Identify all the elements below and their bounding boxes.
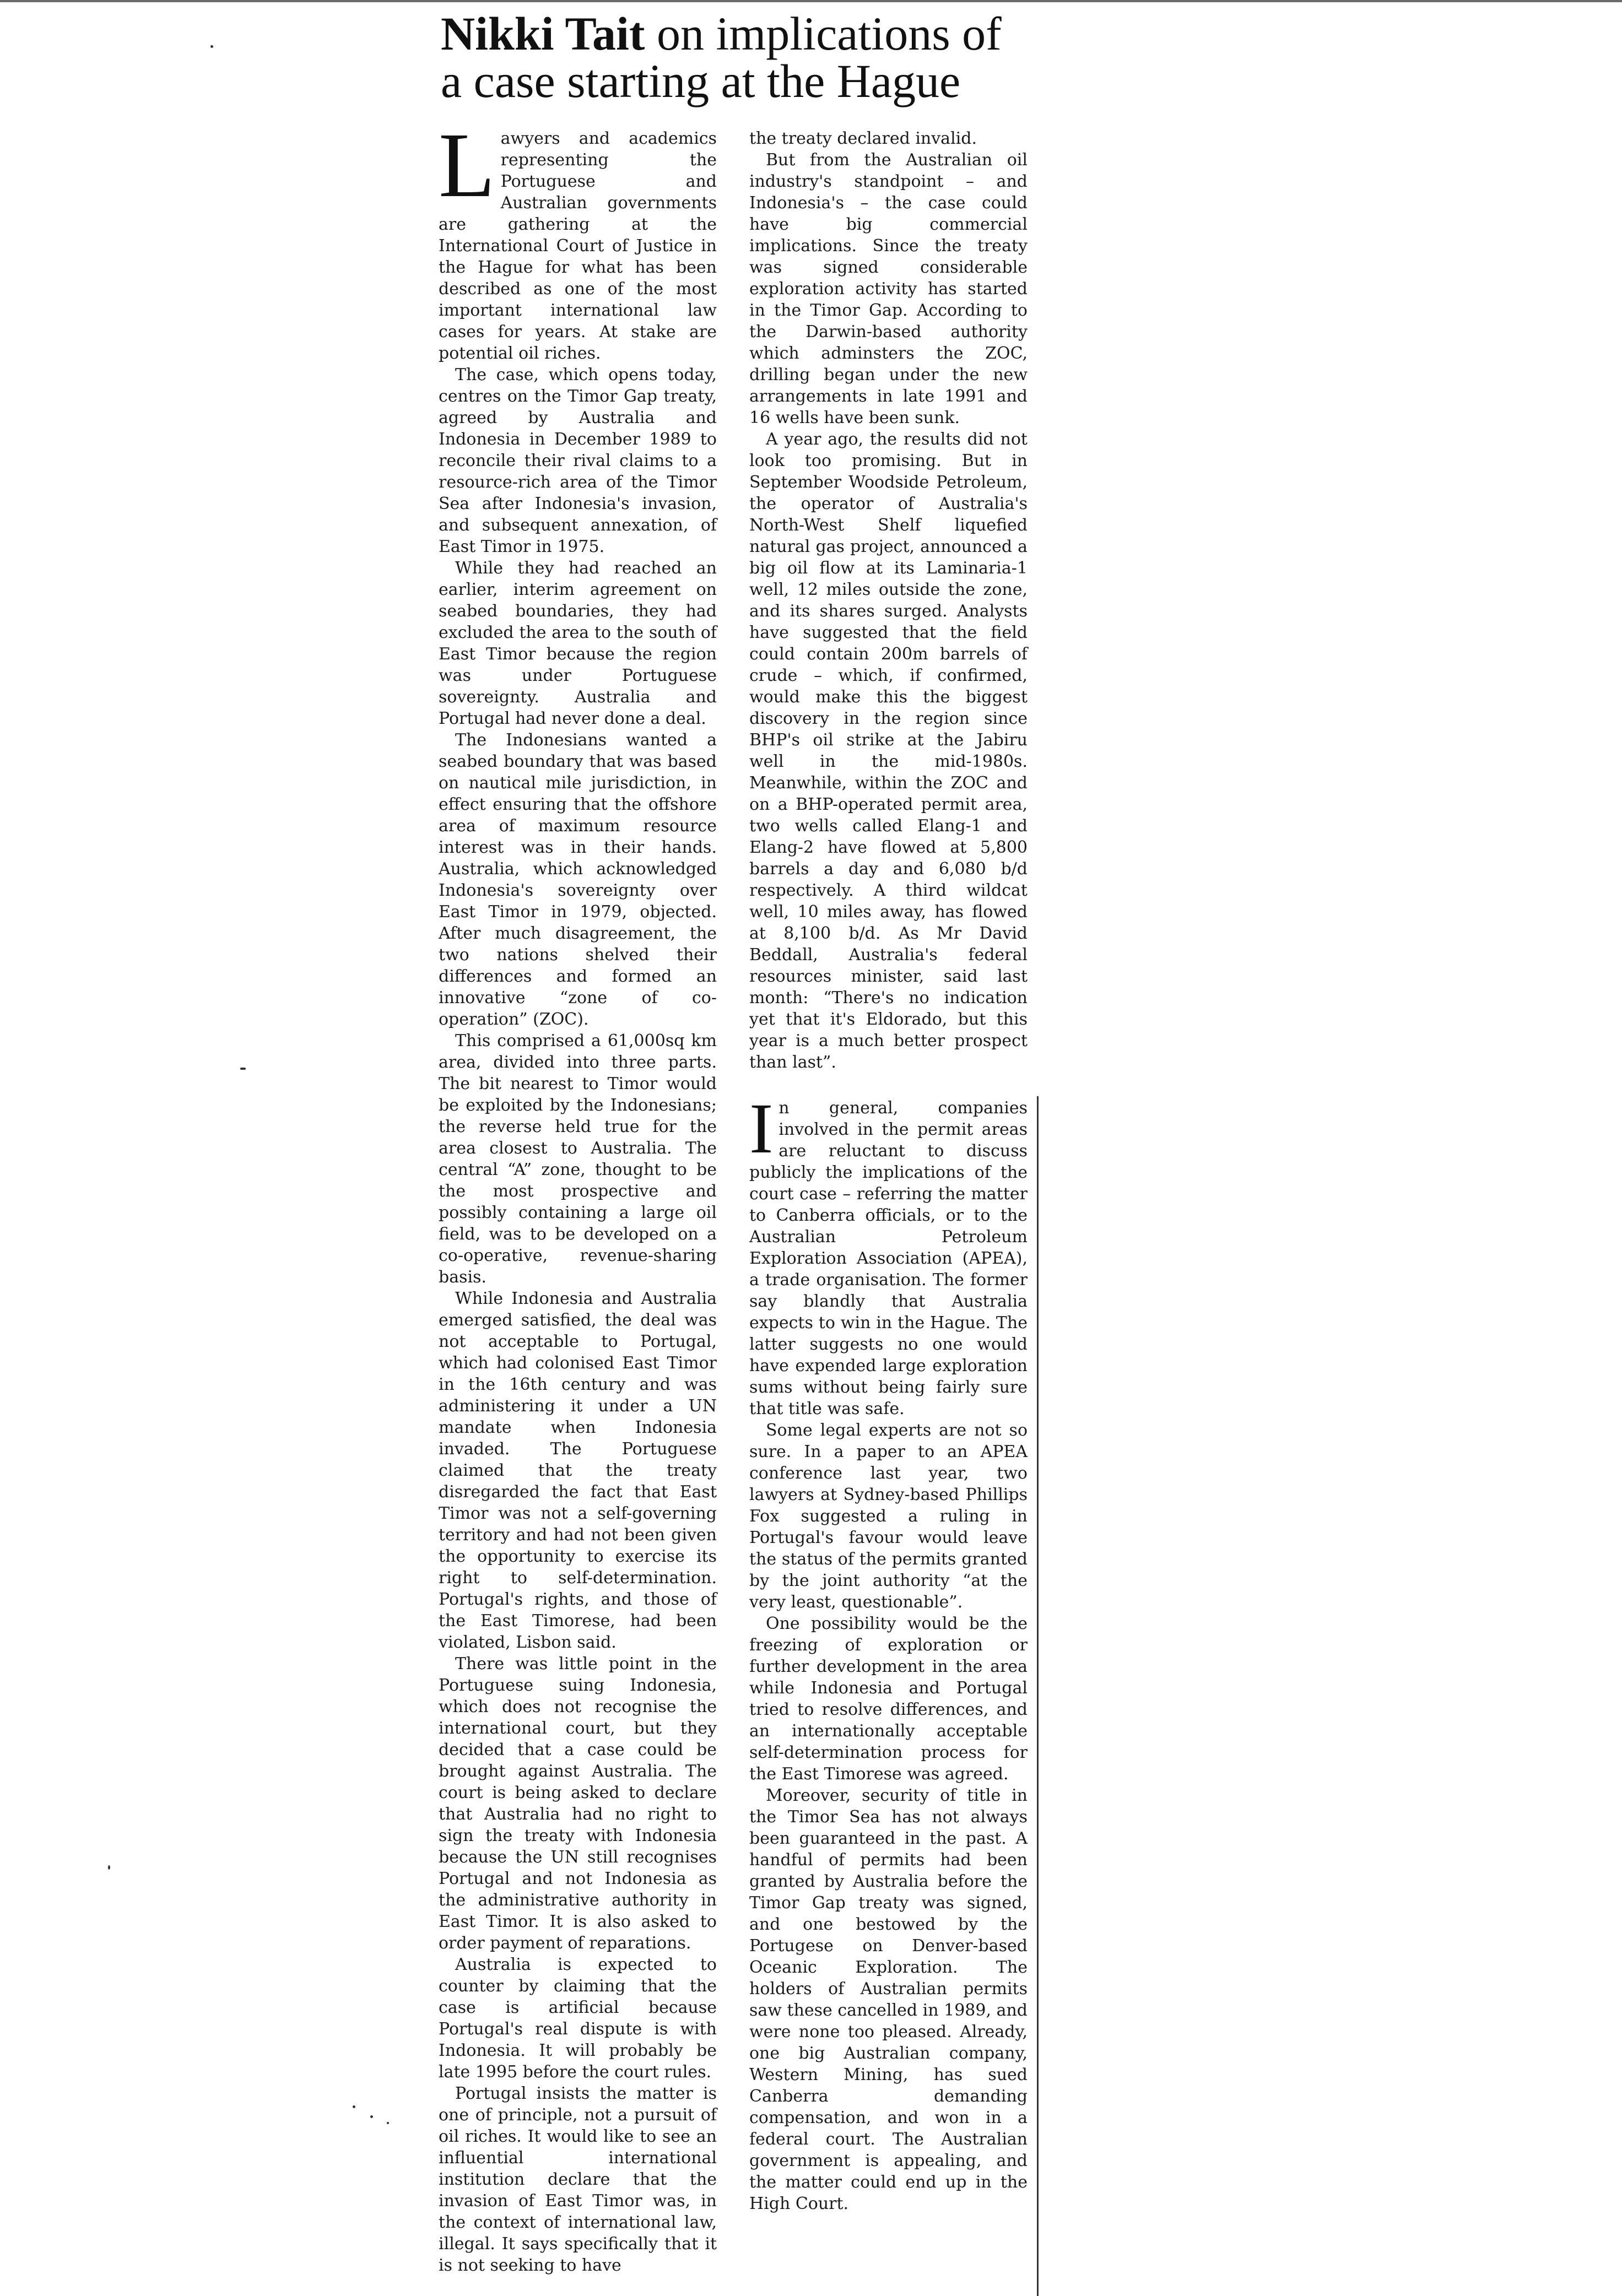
headline xyxy=(441,7,1036,107)
article-paragraph: But from the Australian oil industry's standpoint – and Indonesia's – the case could have big commercial implications. Since the treaty was signed considerable exploration activity has started in the Timor Gap. According to the Darwin-based authority which adminsters the ZOC, drilling began under the new arrangements in late 1991 and 16 wells have been sunk. xyxy=(749,150,1028,427)
drop-cap: I xyxy=(749,1089,774,1168)
section-break xyxy=(749,1073,1028,1097)
byline-name: Nikki Tait xyxy=(441,7,645,60)
top-rule xyxy=(0,0,1622,2)
article-paragraph: Australia is expected to counter by claiming that the case is artificial because Portugal's real dispute is with Indonesia. It will probably be late 1995 before the court rules. xyxy=(439,1955,717,2082)
headline-title-part1: on implications of xyxy=(657,7,1002,60)
drop-cap: L xyxy=(439,114,495,216)
article-paragraph: Some legal experts are not so sure. In a paper to an APEA conference last year, two lawyers at Sydney-based Phillips Fox suggested a ruling in Portugal's favour would leave the status of the permits granted by the joint authority “at the very least, questionable”. xyxy=(749,1421,1028,1612)
scan-speck xyxy=(108,1865,110,1870)
article-column-right xyxy=(749,128,1028,2214)
article-column-left xyxy=(439,114,717,2276)
article-paragraph xyxy=(439,114,717,364)
scan-speck xyxy=(240,1068,246,1070)
article-paragraph: While Indonesia and Australia emerged satisfied, the deal was not acceptable to Portugal, which had colonised East Timor in the 16th century and was administering it under a UN mandate when Indonesia invaded. The Portuguese claimed that the treaty disregarded the fact that East Timor was not a self-governing territory and had not been given the opportunity to exercise its right to self-determination. Portugal's rights, and those of the East Timorese, had been violated, Lisbon said. xyxy=(439,1289,717,1652)
article-paragraph: This comprised a 61,000sq km area, divided into three parts. The bit nearest to Timor would be exploited by the Indonesians; the reverse held true for the area closest to Australia. The central “A” zone, thought to be the most prospective and possibly containing a large oil field, was to be developed on a co-operative, revenue-sharing basis. xyxy=(439,1031,717,1287)
paragraph-text: awyers and academics representing the Portuguese and Australian governments are gathering at the International Court of Justice in the Hague for what has been described as one of the most important international law cases for years. At stake are potential oil riches. xyxy=(439,129,717,363)
scan-speck xyxy=(370,2115,373,2118)
column-rule xyxy=(1037,1096,1039,2296)
article-paragraph: While they had reached an earlier, interim agreement on seabed boundaries, they had excluded the area to the south of East Timor because the region was under Portuguese sovereignty. Australia and Portugal had never done a deal. xyxy=(439,559,717,728)
article-paragraph: The Indonesians wanted a seabed boundary that was based on nautical mile jurisdiction, in effect ensuring that the offshore area of maximum resource interest was in their hands. Australia, which acknowledged Indonesia's sovereignty over East Timor in 1979, objected. After much disagreement, the two nations shelved their differences and formed an innovative “zone of co-operation” (ZOC). xyxy=(439,730,717,1029)
paragraph-text: n general, companies involved in the permit areas are reluctant to discuss publicly the implications of the court case – referring the matter to Canberra officials, or to the Australian Petroleum Exploration Association (APEA), a trade organisation. The former say blandly that Australia expects to win in the Hague. The latter suggests no one would have expended large exploration sums without being fairly sure that title was safe. xyxy=(749,1098,1028,1418)
article-paragraph: Moreover, security of title in the Timor Sea has not always been guaranteed in the past. A handful of permits had been granted by Australia before the Timor Gap treaty was signed, and one bestowed by the Portugese on Denver-based Oceanic Exploration. The holders of Australian permits saw these cancelled in 1989, and were none too pleased. Already, one big Australian company, Western Mining, has sued Canberra demanding compensation, and won in a federal court. The Australian government is appealing, and the matter could end up in the High Court. xyxy=(749,1786,1028,2213)
scan-speck xyxy=(387,2122,389,2124)
headline-title-part2: a case starting at the Hague xyxy=(441,55,961,107)
scan-speck xyxy=(210,45,213,48)
scan-speck xyxy=(353,2105,355,2108)
article-paragraph: A year ago, the results did not look too promising. But in September Woodside Petroleum, the operator of Australia's North-West Shelf liquefied natural gas project, announced a big oil flow at its Laminaria-1 well, 12 miles outside the zone, and its shares surged. Analysts have suggested that the field could contain 200m barrels of crude – which, if confirmed, would make this the biggest discovery in the region since BHP's oil strike at the Jabiru well in the mid-1980s. Meanwhile, within the ZOC and on a BHP-operated permit area, two wells called Elang-1 and Elang-2 have flowed at 5,800 barrels a day and 6,080 b/d respectively. A third wildcat well, 10 miles away, has flowed at 8,100 b/d. As Mr David Beddall, Australia's federal resources minister, said last month: “There's no indication yet that it's Eldorado, but this year is a much better prospect than last”. xyxy=(749,430,1028,1072)
article-paragraph: One possibility would be the freezing of exploration or further development in the area while Indonesia and Portugal tried to resolve differences, and an internationally acceptable self-determination process for the East Timorese was agreed. xyxy=(749,1614,1028,1784)
article-paragraph: There was little point in the Portuguese suing Indonesia, which does not recognise the international court, but they decided that a case could be brought against Australia. The court is being asked to declare that Australia had no right to sign the treaty with Indonesia because the UN still recognises Portugal and not Indonesia as the administrative authority in East Timor. It is also asked to order payment of reparations. xyxy=(439,1654,717,1953)
article-paragraph xyxy=(749,1089,1028,1420)
article-paragraph-continued: the treaty declared invalid. xyxy=(749,129,977,148)
article-paragraph: The case, which opens today, centres on the Timor Gap treaty, agreed by Australia and Indonesia in December 1989 to reconcile their rival claims to a resource-rich area of the Timor Sea after Indonesia's invasion, and subsequent annexation, of East Timor in 1975. xyxy=(439,365,717,556)
article-paragraph: Portugal insists the matter is one of principle, not a pursuit of oil riches. It would like to see an influential international institution declare that the invasion of East Timor was, in the context of international law, illegal. It says specifically that it is not seeking to have xyxy=(439,2084,717,2275)
